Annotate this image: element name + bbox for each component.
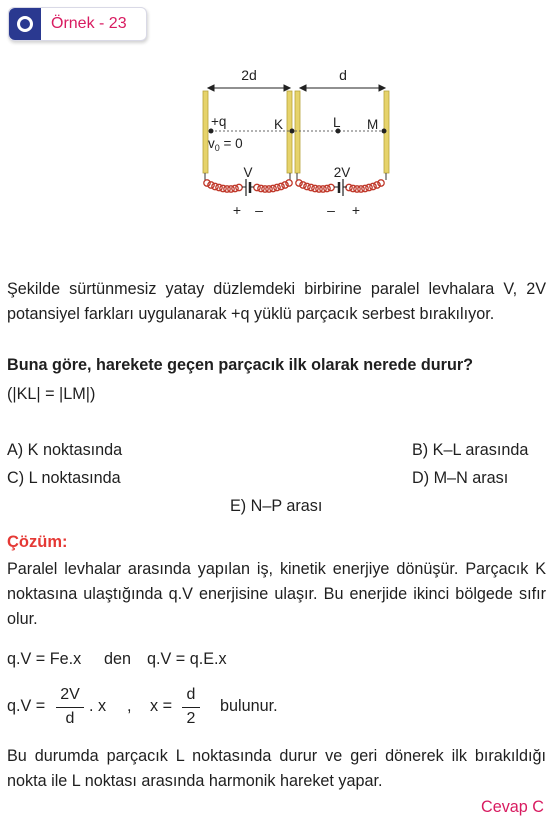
- example-badge: [9, 8, 41, 40]
- example-title: Örnek - 23: [51, 15, 127, 32]
- equation-2-lhs: q.V =: [7, 697, 46, 715]
- option-b: B) K–L arasında: [412, 441, 529, 459]
- equation-3-fraction-bar: [182, 707, 200, 708]
- solution-paragraph-1: Paralel levhalar arasında yapılan iş, kinetik enerjiye dönüşür. Parçacık K noktasına ulaştığında q.V enerjisine ulaşır. Bu enerjide ikinci bölgede sıfır olur.: [7, 560, 546, 628]
- equation-1-connector: den: [104, 650, 132, 668]
- v0-label: $v_0 = 0$: [208, 136, 243, 153]
- solution-paragraph-2: Bu durumda parçacık L noktasında durur ve geri dönerek ilk bırakıldığı nokta ile L noktası arasında harmonik hareket yapar.: [7, 747, 546, 790]
- voltage-left-label: V: [243, 165, 253, 180]
- dimension-d-label: d: [339, 68, 347, 83]
- right-plus-sign: +: [351, 202, 361, 218]
- equation-1-left: q.V = Fe.x: [7, 650, 82, 668]
- question-condition: (|KL| = |LM|): [7, 385, 96, 403]
- equation-separator: ,: [127, 697, 132, 715]
- ring-icon: [17, 16, 33, 32]
- wires: [205, 173, 386, 180]
- answer-label: Cevap C: [481, 798, 544, 816]
- equation-2-numerator: 2V: [60, 686, 80, 703]
- solution-title: Çözüm:: [7, 533, 68, 551]
- battery-left: [242, 179, 254, 196]
- point-k-label: K: [274, 117, 284, 132]
- question-prompt: Buna göre, harekete geçen parçacık ilk olarak nerede durur?: [7, 356, 474, 374]
- battery-right: [334, 179, 347, 196]
- coil-left: [204, 180, 292, 192]
- charge-label: +q: [211, 114, 227, 129]
- equation-2-fraction-bar: [56, 707, 84, 708]
- dimension-d: [300, 85, 385, 91]
- left-minus-sign: –: [255, 202, 263, 218]
- plates: [203, 91, 389, 173]
- equation-3-denominator: 2: [186, 710, 196, 727]
- start-point: [209, 129, 214, 134]
- dimension-2d: [208, 85, 290, 91]
- circuit-figure: [195, 68, 405, 228]
- right-minus-sign: –: [327, 202, 335, 218]
- option-c: C) L noktasında: [7, 469, 121, 487]
- equation-3-lhs: x =: [150, 697, 173, 715]
- equation-2-tail: . x: [89, 697, 107, 715]
- equation-3-tail: bulunur.: [220, 697, 278, 715]
- equation-3-numerator: d: [186, 686, 196, 703]
- left-plus-sign: +: [232, 202, 242, 218]
- option-d: D) M–N arası: [412, 469, 509, 487]
- option-a: A) K noktasında: [7, 441, 123, 459]
- voltage-right-label: 2V: [333, 165, 351, 180]
- option-e: E) N–P arası: [230, 497, 323, 515]
- question-text: Şekilde sürtünmesiz yatay düzlemdeki birbirine paralel levhalara V, 2V potansiyel farkları uygulanarak +q yüklü parçacık serbest bırakılıyor.: [7, 280, 546, 323]
- point-m-label: M: [367, 117, 379, 132]
- equation-1-right: q.V = q.E.x: [147, 650, 227, 668]
- equation-2-denominator: d: [65, 710, 75, 727]
- point-l-label: L: [333, 115, 341, 130]
- dimension-2d-label: 2d: [241, 68, 257, 83]
- example-header: [8, 7, 147, 41]
- point-k: [290, 129, 295, 134]
- point-m: [382, 129, 387, 134]
